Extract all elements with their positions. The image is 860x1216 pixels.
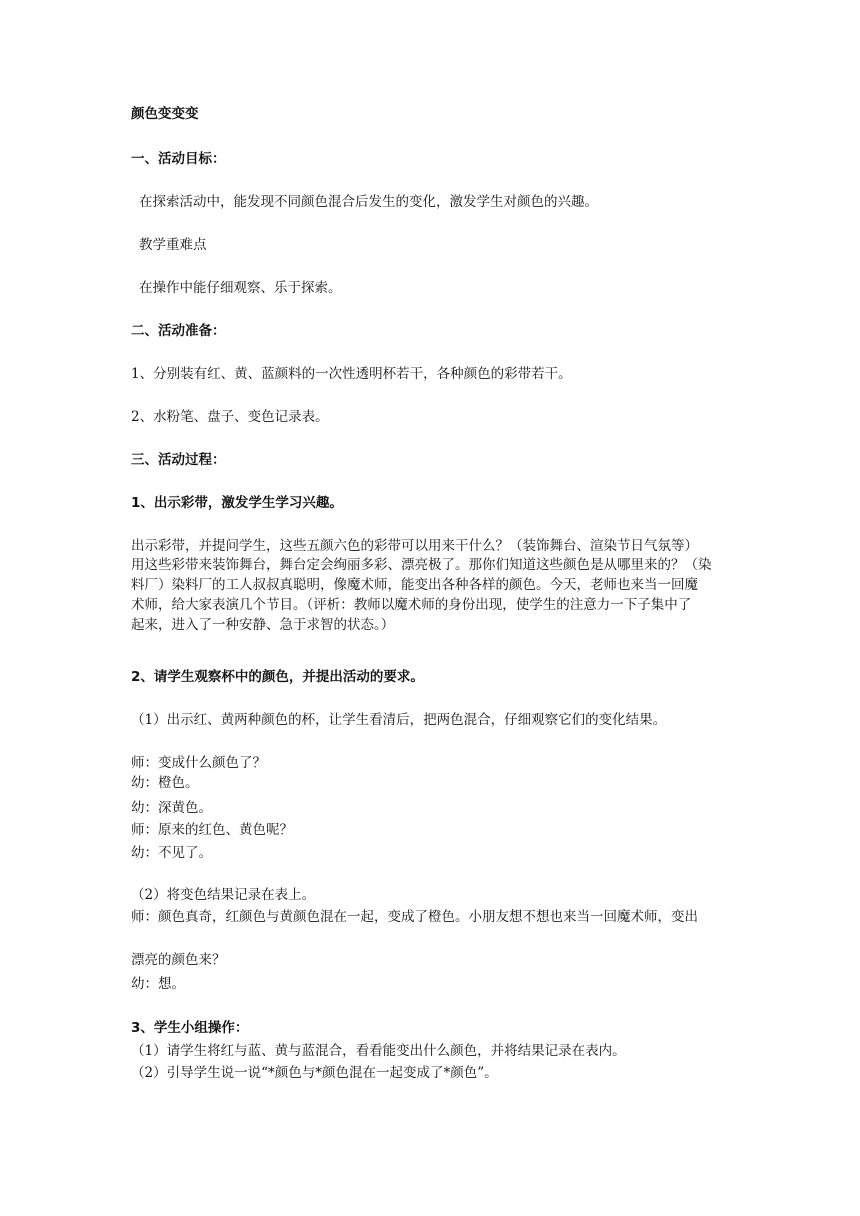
heading-preparation: 二、活动准备： bbox=[131, 323, 226, 339]
step-2-para-5: 幼：想。 bbox=[131, 976, 185, 992]
doc-title: 颜色变变变 bbox=[131, 106, 199, 122]
step-2-title: 2、请学生观察杯中的颜色，并提出活动的要求。 bbox=[131, 669, 424, 685]
prep-item-1: 1、分别装有红、黄、蓝颜料的一次性透明杯若干，各种颜色的彩带若干。 bbox=[131, 366, 572, 382]
goal-text: 在探索活动中，能发现不同颜色混合后发生的变化，激发学生对颜色的兴趣。 bbox=[139, 194, 598, 210]
step-1-line: 起来，进入了一种安静、急于求智的状态。） bbox=[131, 617, 395, 633]
dialog-line: 幼：深黄色。 bbox=[131, 800, 212, 816]
dialog-line: 幼：不见了。 bbox=[131, 845, 212, 861]
step-1-line: 术师，给大家表演几个节目。（评析：教师以魔术师的身份出现，使学生的注意力一下子集中了 bbox=[131, 597, 692, 613]
step-2-para-1: （1）出示红、黄两种颜色的杯，让学生看清后，把两色混合，仔细观察它们的变化结果。 bbox=[131, 712, 667, 728]
dialog-line: 师：变成什么颜色了？ bbox=[131, 755, 266, 771]
heading-goals: 一、活动目标： bbox=[131, 151, 226, 167]
key-points-text: 在操作中能仔细观察、乐于探索。 bbox=[139, 280, 342, 296]
heading-process: 三、活动过程： bbox=[131, 452, 226, 468]
key-points-label: 教学重难点 bbox=[139, 237, 207, 253]
prep-item-2: 2、水粉笔、盘子、变色记录表。 bbox=[131, 409, 329, 425]
step-3-para-2: （2）引导学生说一说“*颜色与*颜色混在一起变成了*颜色”。 bbox=[131, 1065, 498, 1081]
step-2-para-4: 漂亮的颜色来？ bbox=[131, 952, 226, 968]
step-2-para-2: （2）将变色结果记录在表上。 bbox=[131, 887, 316, 903]
step-1-line: 出示彩带，并提问学生，这些五颜六色的彩带可以用来干什么？（装饰舞台、渲染节日气氛等） bbox=[131, 538, 698, 554]
dialog-line: 幼：橙色。 bbox=[131, 775, 199, 791]
step-2-para-3: 师：颜色真奇，红颜色与黄颜色混在一起，变成了橙色。小朋友想不想也来当一回魔术师，变出 bbox=[131, 909, 698, 925]
step-3-title: 3、学生小组操作： bbox=[131, 1020, 249, 1036]
step-1-title: 1、出示彩带，激发学生学习兴趣。 bbox=[131, 495, 343, 511]
step-1-line: 用这些彩带来装饰舞台，舞台定会绚丽多彩、漂亮极了。那你们知道这些颜色是从哪里来的？（染 bbox=[131, 557, 712, 573]
dialog-line: 师：原来的红色、黄色呢？ bbox=[131, 822, 293, 838]
step-3-para-1: （1）请学生将红与蓝、黄与蓝混合，看看能变出什么颜色，并将结果记录在表内。 bbox=[131, 1043, 626, 1059]
step-1-line: 料厂）染料厂的工人叔叔真聪明，像魔术师，能变出各种各样的颜色。今天，老师也来当一回魔 bbox=[131, 577, 698, 593]
